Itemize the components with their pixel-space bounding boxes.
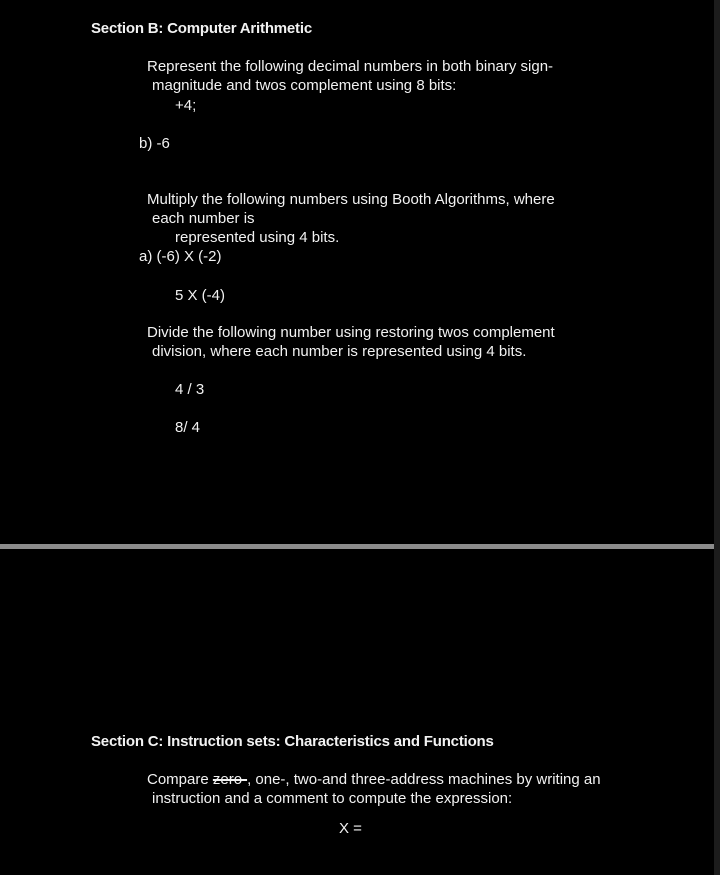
q3-text-line-1: Divide the following number using restoring twos complement xyxy=(147,324,555,341)
q2-text-line-3: represented using 4 bits. xyxy=(175,229,340,246)
q2-item-b: 5 X (-4) xyxy=(175,287,226,304)
section-b-heading: Section B: Computer Arithmetic xyxy=(91,20,312,37)
right-edge-strip xyxy=(714,0,720,875)
q1-text-line-2: magnitude and twos complement using 8 bits: xyxy=(152,77,457,94)
q2-text-line-1: Multiply the following numbers using Booth Algorithms, where xyxy=(147,191,555,208)
q1-item-a: +4; xyxy=(175,97,197,114)
section-c-q1-line-2: instruction and a comment to compute the expression: xyxy=(152,790,513,807)
section-c-heading: Section C: Instruction sets: Characteristics and Functions xyxy=(91,733,494,750)
document-page-section-c xyxy=(0,549,714,875)
compare-word: Compare xyxy=(147,771,209,788)
q1-item-b: b) -6 xyxy=(139,135,170,152)
q3-text-line-2: division, where each number is represented using 4 bits. xyxy=(152,343,527,360)
section-c-q1-line-1 xyxy=(147,770,601,789)
q3-item-a: 4 / 3 xyxy=(175,381,205,398)
q2-item-a: a) (-6) X (-2) xyxy=(139,248,222,265)
q1-text-line-1: Represent the following decimal numbers in both binary sign- xyxy=(147,58,554,75)
line-1-remainder: , one-, two-and three-address machines by writing an xyxy=(247,771,601,788)
expression-label: X = xyxy=(339,820,362,837)
q2-text-line-2: each number is xyxy=(152,210,255,227)
q3-item-b: 8/ 4 xyxy=(175,419,201,436)
struck-through-word: zero- xyxy=(212,771,248,788)
